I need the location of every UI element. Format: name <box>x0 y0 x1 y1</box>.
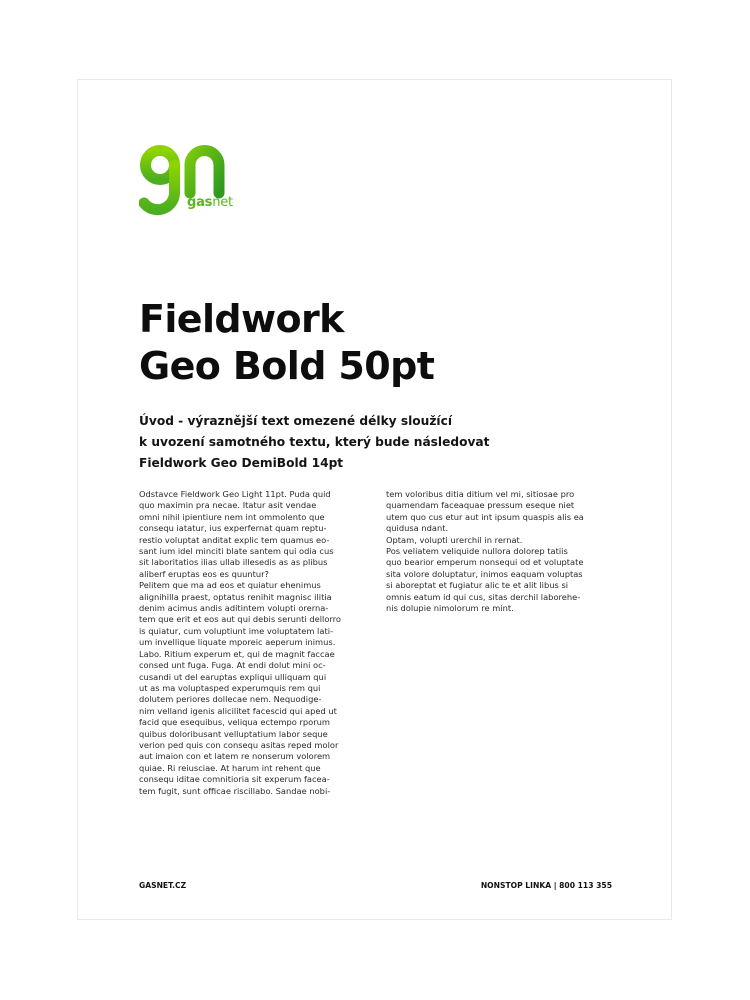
body-line: aut imaion con et latem re nonserum volorem <box>139 751 331 762</box>
body-line: nis dolupie nimolorum re mint. <box>386 603 514 614</box>
body-line: consed unt fuga. Fuga. At endi dolut mini oc- <box>139 660 326 671</box>
intro-line: Úvod - výraznější text omezené délky sloužící <box>139 414 453 428</box>
footer-website: GASNET.CZ <box>139 881 187 890</box>
body-column-left <box>139 489 361 797</box>
body-line: is quiatur, cum voluptiunt ime voluptatem lati- <box>139 625 334 636</box>
intro-paragraph <box>139 411 499 474</box>
body-line: dolutem periores dollecae nem. Nequodige- <box>139 694 322 705</box>
title-line-2: Geo Bold 50pt <box>139 344 435 388</box>
body-line: facid que esequibus, veliqua ectempo rporum <box>139 717 330 728</box>
logo-wordmark <box>187 195 233 210</box>
footer-hotline: NONSTOP LINKA | 800 113 355 <box>480 881 612 890</box>
body-line: aliberf eruptas eos es quuntur? <box>139 568 269 579</box>
body-line: Odstavce Fieldwork Geo Light 11pt. Puda quid <box>139 489 331 499</box>
intro-line: k uvození samotného textu, který bude následovat <box>139 435 490 449</box>
body-line: Pelitem que ma ad eos et quiatur ehenimus <box>139 580 321 591</box>
body-line: sit laboritatios ilias ullab illesedis as as plibus <box>139 557 328 568</box>
body-line: alignihilla praest, optatus renihit magnisc ilitia <box>139 591 332 602</box>
body-line: tem que erit et eos aut qui debis serunti dellorro <box>139 614 341 625</box>
body-line: omnis eatum id qui cus, sitas derchil laborehe- <box>386 591 581 602</box>
body-line: consequ iditae comnitioria sit experum facea- <box>139 774 330 785</box>
body-line: Pos veliatem veliquide nullora dolorep tatiis <box>386 546 568 557</box>
body-line: Labo. Ritium experum et, qui de magnit faccae <box>139 648 335 659</box>
body-line: um invellique liquate mporeic aeperum inimus. <box>139 637 336 648</box>
body-line: quamendam faceaquae pressum eseque niet <box>386 500 575 511</box>
intro-line: Fieldwork Geo DemiBold 14pt <box>139 456 344 470</box>
body-line: sant ium idel minciti blate santem qui odia cus <box>139 546 334 557</box>
body-line: nim velland igenis alicilitet facescid qui aped ut <box>139 705 337 716</box>
body-line: si aboreptat et fugiatur alic te et alit libus si <box>386 580 569 591</box>
body-line: tem fugit, sunt officae riscillabo. Sandae nobi- <box>139 785 331 796</box>
title-line-1: Fieldwork <box>139 297 344 341</box>
body-line: verion ped quis con consequ asitas reped molor <box>139 739 339 750</box>
logo-word-net: net <box>212 195 233 210</box>
body-column-right <box>386 489 608 614</box>
body-line: omni nihil ipientiure nem int ommolento que <box>139 511 325 522</box>
body-line: utem quo cus etur aut int ipsum quaspis alis ea <box>386 511 584 522</box>
body-line: Optam, volupti urerchil in rernat. <box>386 534 523 545</box>
page-title <box>139 296 609 390</box>
body-line: sita volore doluptatur, inimos eaquam voluptas <box>386 568 583 579</box>
body-line: quidusa ndant. <box>386 523 449 534</box>
body-line: denim acimus andis aditintem volupti orerna- <box>139 603 329 614</box>
gasnet-logo <box>139 141 249 225</box>
gn-monogram-logo-icon <box>139 141 249 225</box>
body-line: cusandi ut del earuptas expliqui ulliquam qui <box>139 671 327 682</box>
body-line: tem voloribus ditia ditium vel mi, sitiosae pro <box>386 489 575 499</box>
body-line: restio voluptat anditat explic tem quamus eo- <box>139 534 330 545</box>
body-line: quo maximin pra necae. Itatur asit vendae <box>139 500 317 511</box>
body-line: quiae. Ri reiusciae. At harum int rehent que <box>139 762 321 773</box>
body-line: ut as ma voluptasped experumquis rem qui <box>139 682 321 693</box>
body-line: quibus doloribusant velluptatium labor seque <box>139 728 328 739</box>
body-line: consequ iatatur, ius experfernat quam reptu- <box>139 523 327 534</box>
body-line: quo bearior emperum nonsequi od et voluptate <box>386 557 584 568</box>
logo-word-gas: gas <box>187 195 213 210</box>
